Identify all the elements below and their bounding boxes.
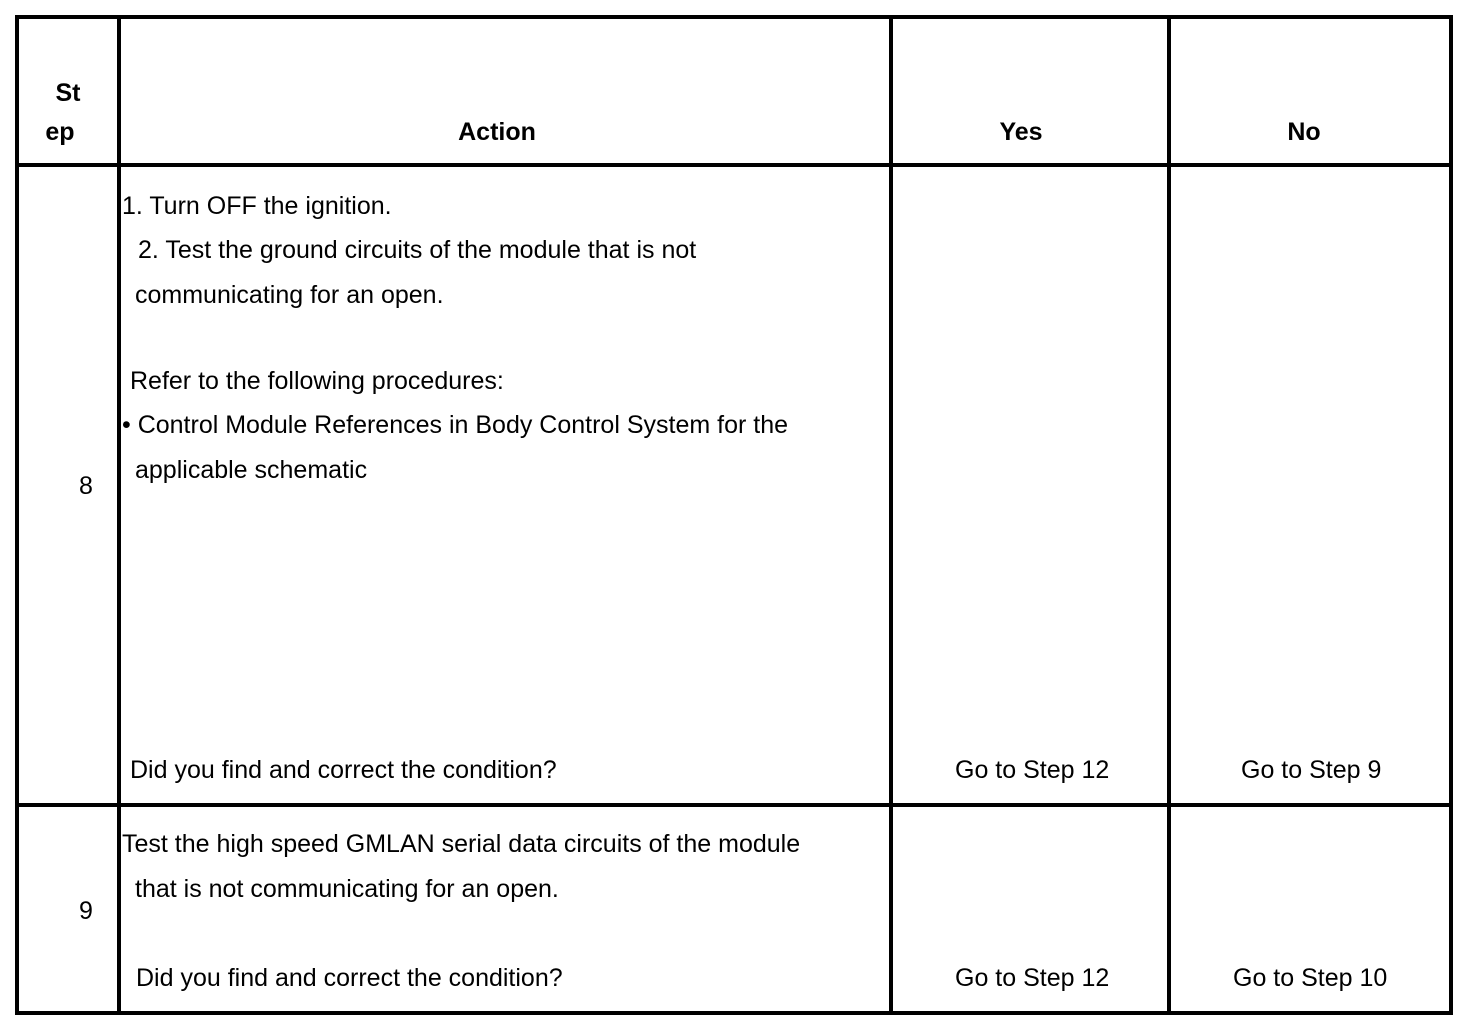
table-left-border [15,15,19,1015]
step-number: 9 [79,897,93,925]
table-bottom-border [15,1011,1453,1015]
action-question: Did you find and correct the condition? [130,756,557,784]
table-right-border [1449,15,1453,1015]
action-question: Did you find and correct the condition? [136,964,563,992]
header-step-line2: ep [45,118,75,146]
header-yes: Yes [999,118,1043,146]
header-bottom-border [15,163,1453,167]
action-line: 1. Turn OFF the ignition. [122,192,392,220]
header-step-line1: St [55,79,81,107]
action-line: Test the high speed GMLAN serial data circuits of the module [122,830,801,858]
table-top-border [15,15,1453,19]
action-line: Refer to the following procedures: [130,367,504,395]
action-line: 2. Test the ground circuits of the module that is not [138,236,697,264]
header-no: No [1287,118,1321,146]
action-line: applicable schematic [135,456,368,484]
header-action: Action [458,118,536,146]
step-column-divider [117,15,121,1015]
action-line: communicating for an open. [135,281,444,309]
row-divider [15,803,1453,807]
action-line: • Control Module References in Body Control System for the [122,411,789,439]
no-result: Go to Step 9 [1241,756,1382,784]
action-column-divider [889,15,893,1015]
yes-result: Go to Step 12 [955,756,1110,784]
yes-column-divider [1167,15,1171,1015]
yes-result: Go to Step 12 [955,964,1110,992]
step-number: 8 [79,472,93,500]
no-result: Go to Step 10 [1233,964,1388,992]
action-line: that is not communicating for an open. [135,875,559,903]
